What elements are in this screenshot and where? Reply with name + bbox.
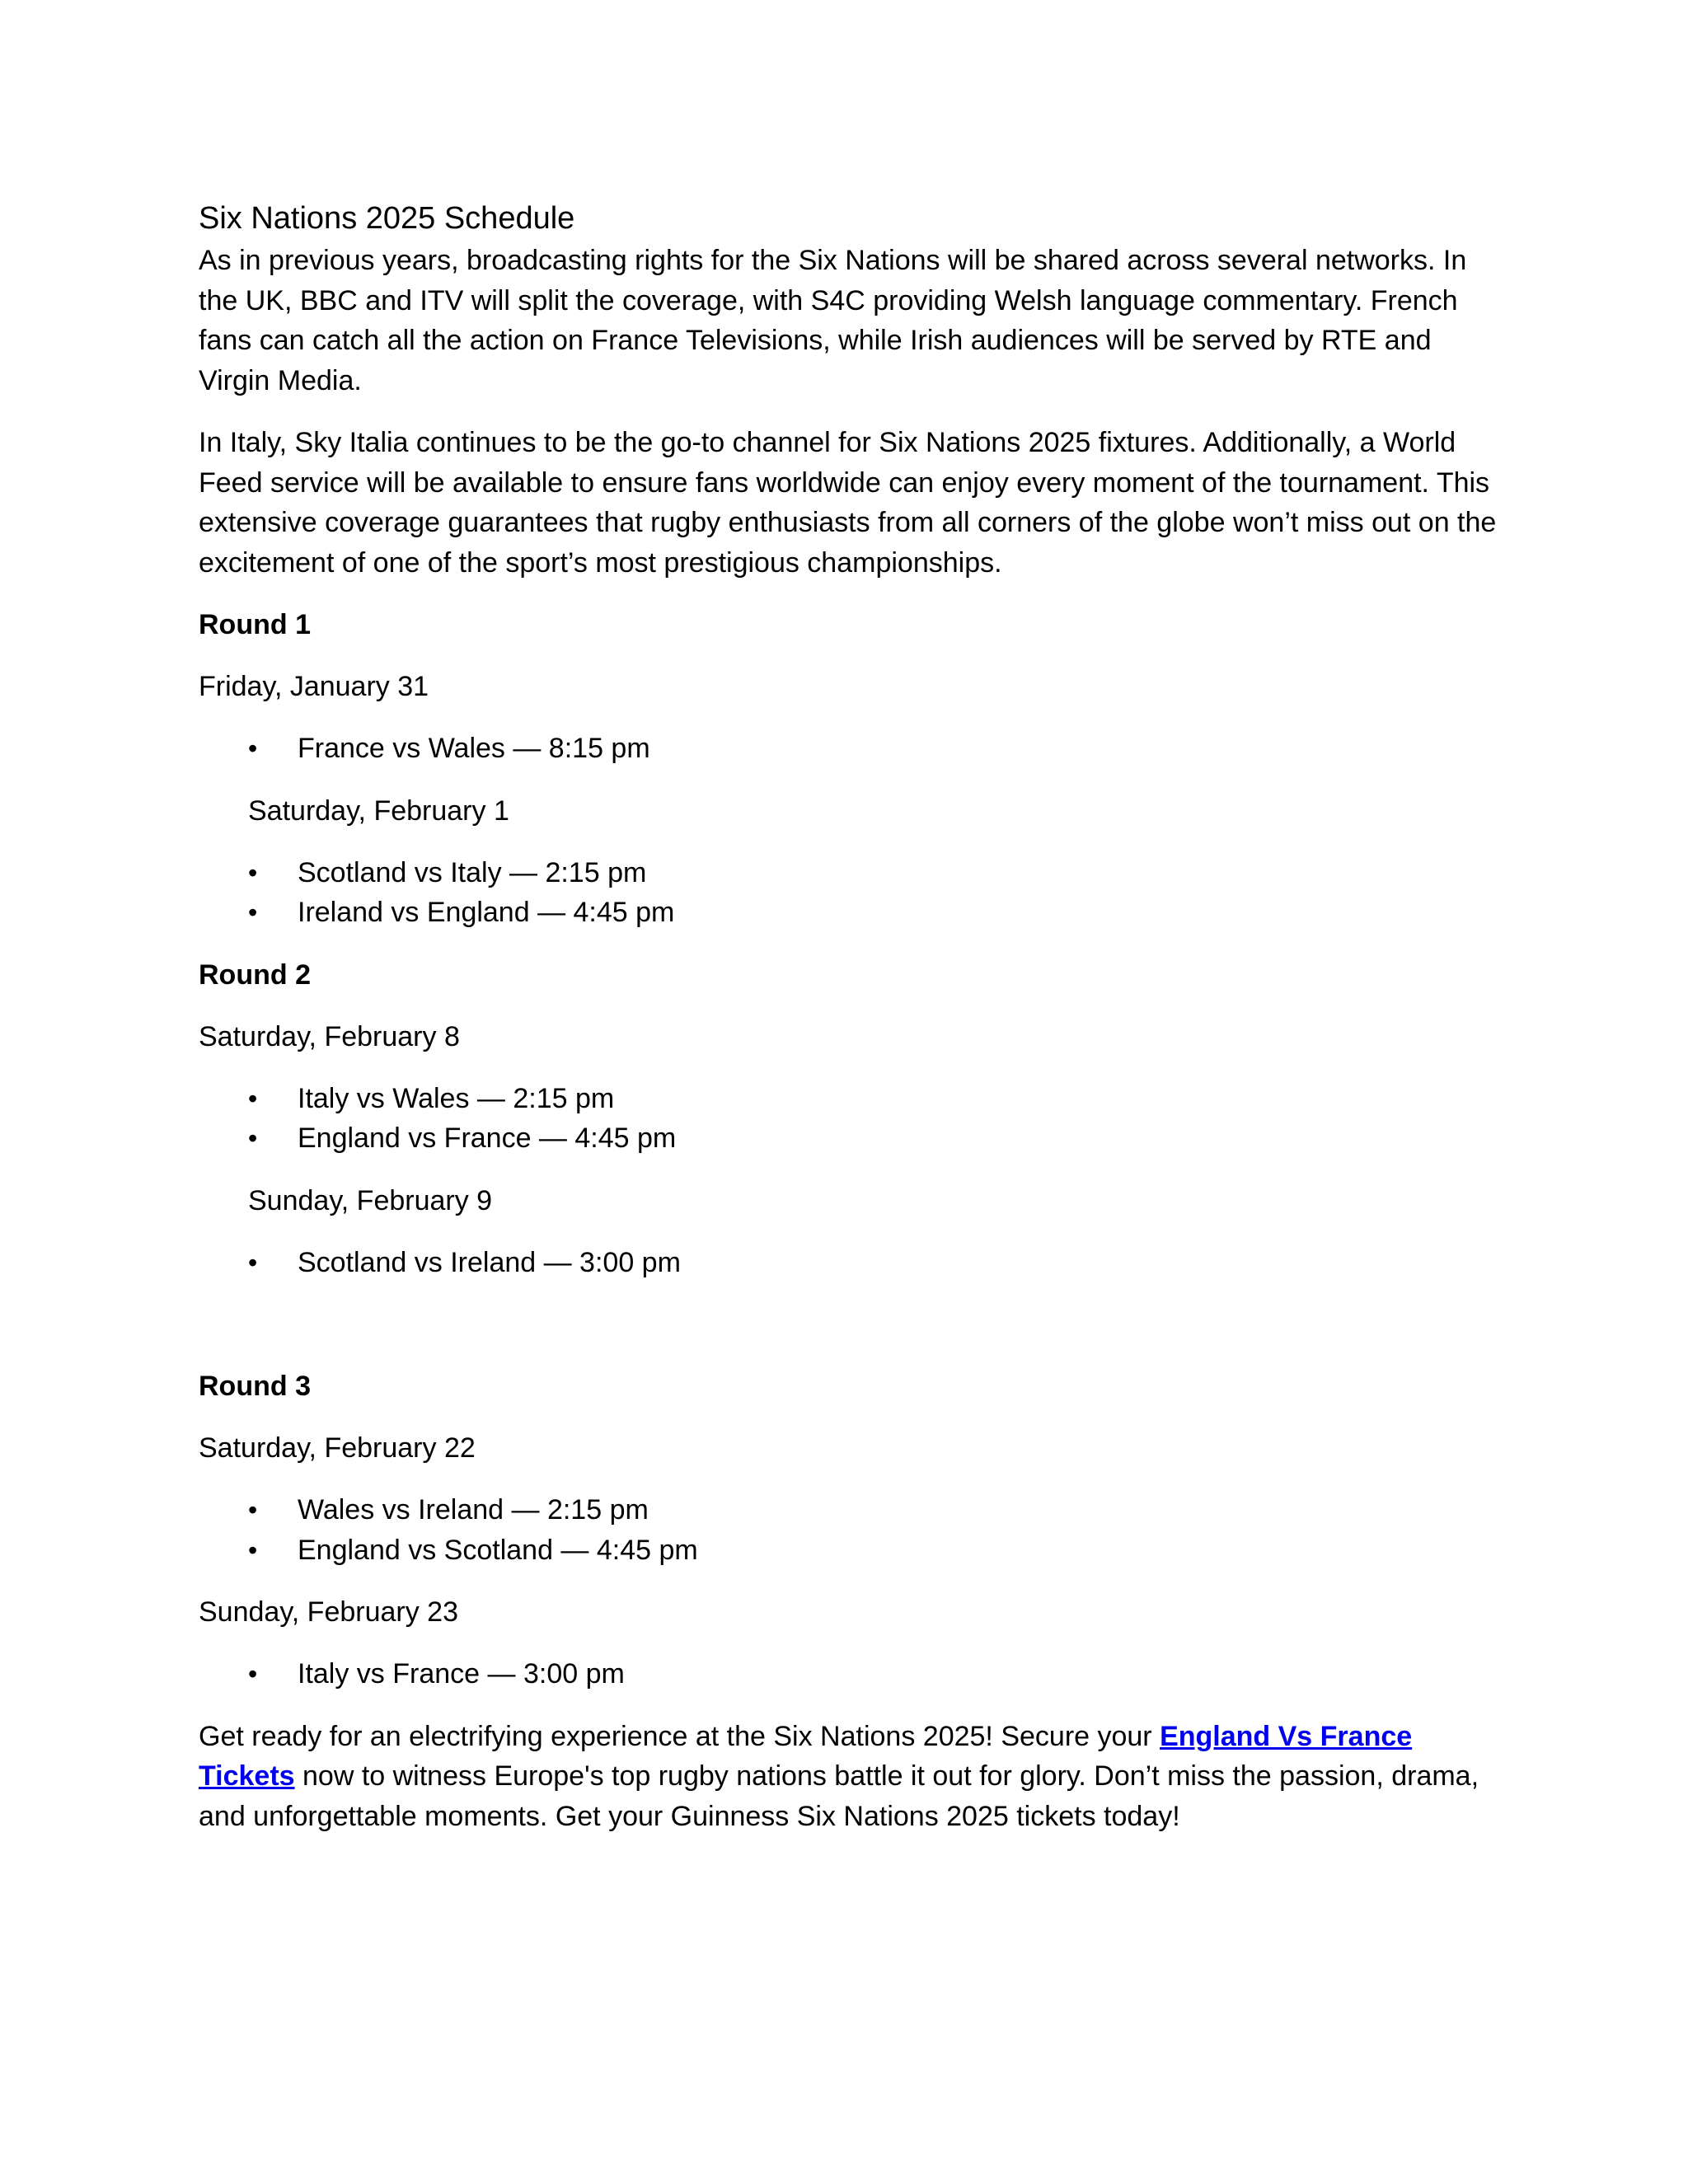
match-text: England vs France — 4:45 pm	[298, 1122, 677, 1154]
blank-line	[199, 1305, 1501, 1366]
match-item	[199, 1079, 1501, 1119]
round-3-date-2: Sunday, February 23	[199, 1596, 458, 1628]
round-2-date-1: Saturday, February 8	[199, 1020, 460, 1052]
closing-text-before-link: Get ready for an electrifying experience at the Six Nations 2025! Secure your	[199, 1720, 1160, 1752]
match-text: England vs Scotland — 4:45 pm	[298, 1534, 698, 1566]
match-text: Italy vs Wales — 2:15 pm	[298, 1082, 615, 1114]
bullet-icon: •	[248, 1123, 258, 1153]
match-item	[199, 893, 1501, 933]
bullet-icon: •	[248, 1495, 258, 1525]
match-text: Scotland vs Italy — 2:15 pm	[298, 856, 647, 888]
round-3-day-1-matches	[199, 1490, 1501, 1570]
round-1-date-1: Friday, January 31	[199, 671, 429, 702]
match-text: Scotland vs Ireland — 3:00 pm	[298, 1246, 681, 1278]
round-3-day-2-matches	[199, 1654, 1501, 1694]
round-2-day-1-matches	[199, 1079, 1501, 1159]
match-item	[199, 853, 1501, 893]
bullet-icon: •	[248, 898, 258, 927]
tickets-link[interactable]: England Vs France Tickets	[199, 1720, 1413, 1792]
round-1-heading: Round 1	[199, 609, 311, 640]
round-2-date-2: Sunday, February 9	[248, 1184, 493, 1216]
match-item	[199, 1654, 1501, 1694]
match-text: France vs Wales — 8:15 pm	[298, 733, 650, 764]
match-item	[199, 729, 1501, 769]
round-3-date-1: Saturday, February 22	[199, 1432, 476, 1464]
closing-text-after-link: now to witness Europe's top rugby nations battle it out for glory. Don’t miss the passion, drama, and unforgettable moments. Get your Guinness Six Nations 2025 tickets today!	[199, 1760, 1479, 1832]
bullet-icon: •	[248, 857, 258, 888]
document-page	[199, 198, 1501, 1858]
intro-paragraph-2: In Italy, Sky Italia continues to be the go-to channel for Six Nations 2025 fixtures. Additionally, a World Feed service will be available to ensure fans worldwide can enjoy every moment of the tournament. This extensive coverage guarantees that rugby enthusiasts from all corners of the globe won’t miss out on the excitement of one of the sport’s most prestigious championships.	[199, 427, 1497, 579]
match-item	[199, 1530, 1501, 1571]
match-text: Ireland vs England — 4:45 pm	[298, 897, 675, 928]
match-text: Italy vs France — 3:00 pm	[298, 1658, 625, 1690]
match-item	[199, 1490, 1501, 1530]
bullet-icon: •	[248, 1083, 258, 1113]
match-item	[199, 1243, 1501, 1283]
bullet-icon: •	[248, 1535, 258, 1565]
match-text: Wales vs Ireland — 2:15 pm	[298, 1494, 649, 1526]
round-3-heading: Round 3	[199, 1371, 311, 1402]
round-1-date-2: Saturday, February 1	[248, 794, 509, 827]
intro-paragraph-1: As in previous years, broadcasting rights for the Six Nations will be shared across several networks. In the UK, BBC and ITV will split the coverage, with S4C providing Welsh language commentary. French fans can catch all the action on France Televisions, while Irish audiences will be served by RTE and Virgin Media.	[199, 245, 1467, 396]
closing-paragraph	[199, 1717, 1501, 1837]
bullet-icon: •	[248, 733, 258, 763]
bullet-icon: •	[248, 1659, 258, 1689]
round-2-day-2-matches	[199, 1243, 1501, 1283]
round-1-day-1-matches	[199, 729, 1501, 769]
round-1-day-2-matches	[199, 853, 1501, 933]
bullet-icon: •	[248, 1247, 258, 1277]
round-2-heading: Round 2	[199, 958, 311, 991]
match-item	[199, 1118, 1501, 1159]
document-title: Six Nations 2025 Schedule	[199, 201, 575, 236]
